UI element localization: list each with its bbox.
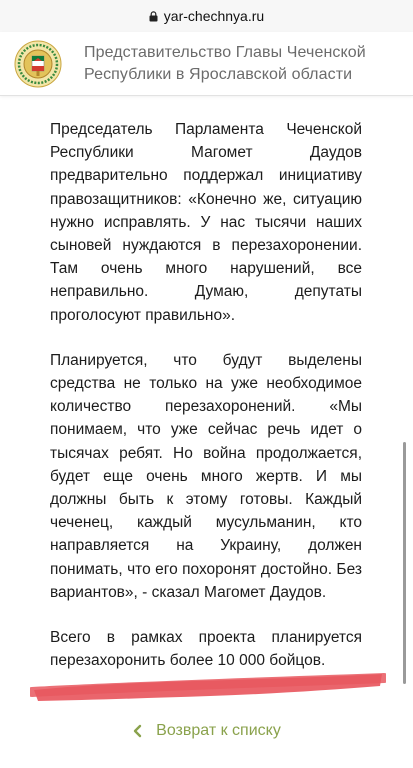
scrollbar-thumb[interactable] — [403, 442, 406, 684]
back-to-list-link[interactable] — [0, 722, 413, 740]
coat-of-arms-icon[interactable] — [14, 40, 62, 88]
chevron-left-icon — [132, 724, 142, 738]
article-paragraph: Всего в рамках проекта планируется перезахоронить более 10 000 бойцов. — [50, 629, 362, 670]
back-link-label: Возврат к списку — [156, 722, 281, 739]
lock-icon — [149, 11, 158, 22]
article-body — [50, 118, 362, 694]
site-header — [0, 32, 413, 96]
article-paragraph: Планируется, что будут выделены средства не только на уже необходимое количество перезахоронений. «Мы понимаем, что уже сейчас речь идет о тысячах ребят. Но война продолжается, будет еще очень много жертв. И мы должны быть к этому готовы. Каждый чеченец, каждый мусульманин, кто направляется на Украину, должен понимать, что его похоронят достойно. Без вариантов», - сказал Магомет Даудов. — [50, 351, 362, 601]
browser-url-bar[interactable] — [0, 0, 413, 32]
red-highlight-stroke — [30, 668, 386, 704]
url-text: yar-chechnya.ru — [163, 8, 265, 24]
article-paragraph: Председатель Парламента Чеченской Республики Магомет Даудов предварительно поддержал инициативу правозащитников: «Конечно же, ситуацию нужно исправлять. У нас тысячи наших сыновей нуждаются в перезахоронении. Там очень много нарушений, все неправильно. Думаю, депутаты проголосуют правильно». — [50, 121, 362, 324]
header-title[interactable]: Представительство Главы Чеченской Республики в Ярославской области — [84, 44, 366, 83]
